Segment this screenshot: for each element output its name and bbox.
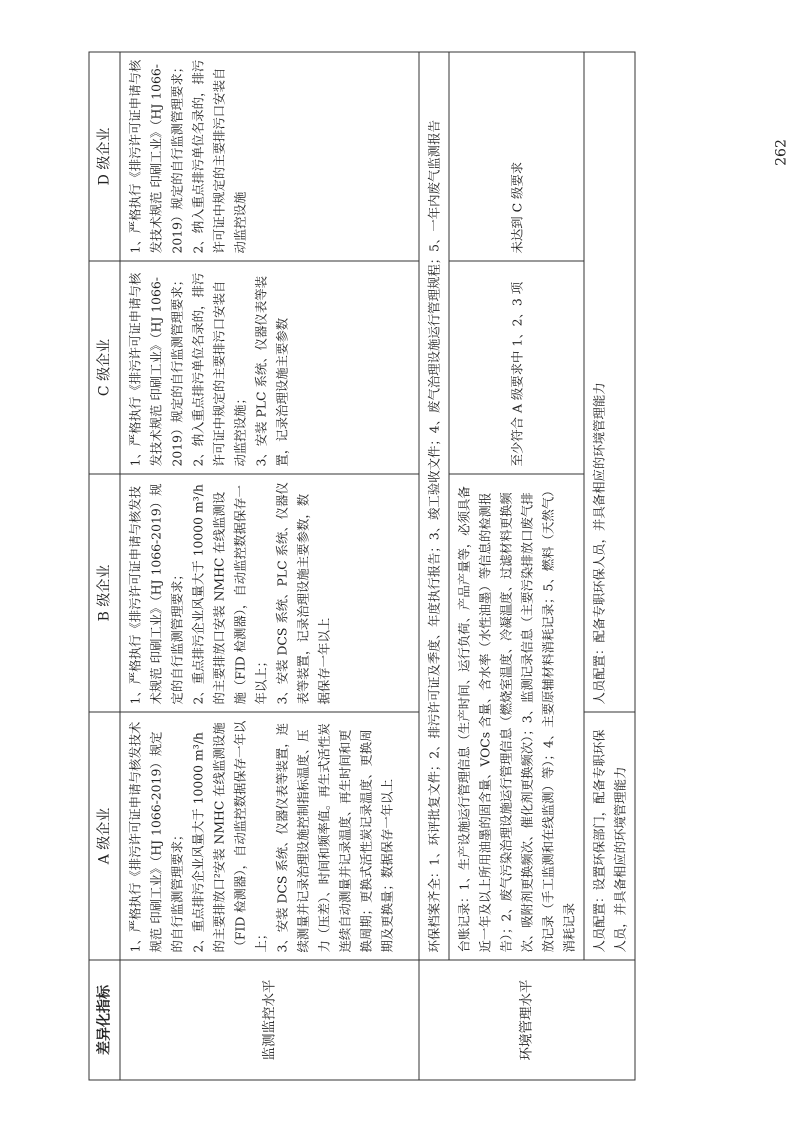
cell-monitoring-c	[120, 261, 419, 474]
monitoring-c-item: 1、严格执行《排污许可证申请与核发技术规范 印刷工业》（HJ 1066-2019）规定的自行监测管理要求；	[127, 272, 184, 466]
header-indicator: 差异化指标	[89, 960, 120, 1080]
monitoring-a-item: 3、安装 DCS 系统、仪器仪表等装置，连续测量并记录治理设施控制指标温度、压力（压差）、时间和频率值。再生式活性炭连续自动测量并记录温度、再生时间和更换周期；更换式活性炭记录温度、更换周期及更换量；数据保存一年以上	[274, 722, 394, 952]
row-label-monitoring: 监测监控水平	[120, 960, 419, 1080]
table-row-staff	[584, 52, 635, 1080]
cell-staff-bcd: 人员配置：配备专职环保人员，并具备相应的环境管理能力	[584, 52, 635, 712]
cell-monitoring-b	[120, 474, 419, 712]
table-row-ledger	[449, 52, 584, 1080]
cell-ledger-d: 未达到 C 级要求	[449, 52, 584, 261]
monitoring-b-item: 3、安装 DCS 系统、PLC 系统、仪器仪表等装置，记录治理设施主要参数，数据保存一年以上	[274, 481, 331, 704]
monitoring-a-item: 2、重点排污企业风量大于 10000 m³/h 的主要排放口²安装 NMHC 在线监测设施（FID 检测器），自动监控数据保存一年以上；	[190, 720, 268, 952]
monitoring-d-item: 1、严格执行《排污许可证申请与核发技术规范 印刷工业》（HJ 1066-2019）规定的自行监测管理要求；	[127, 59, 184, 253]
cell-monitoring-d	[120, 52, 419, 261]
enterprise-grading-table	[88, 51, 635, 1080]
row-label-management: 环境管理水平	[419, 960, 635, 1080]
monitoring-c-item: 3、安装 PLC 系统、仪器仪表等装置，记录治理设施主要参数	[253, 275, 289, 466]
header-grade-d: D 级企业	[89, 52, 120, 261]
cell-ledger-ab: 台账记录：1、生产设施运行管理信息（生产时间、运行负荷、产品产量等，必须具备近一年及以上所用油墨的固含量、VOCs 含量、含水率（水性油墨）等信息的检测报告）；2、废气污染治理设施运行管理信息（燃烧室温度、冷凝温度、过滤材料更换频次、吸附剂更换频次、催化剂更换频次）；3、监测记录信息（主要污染排放口废气排放记录（手工监测和在线监测）等）；4、主要原辅材料消耗记录；5、燃料（天然气）消耗记录	[449, 474, 584, 960]
cell-ledger-c: 至少符合 A 级要求中 1、2、3 项	[449, 261, 584, 474]
table-row-monitoring	[120, 52, 419, 1080]
cell-monitoring-a	[120, 712, 419, 960]
monitoring-b-item: 1、严格执行《排污许可证申请与核发技术规范 印刷工业》（HJ 1066-2019）规定的自行监测管理要求；	[127, 483, 184, 704]
page-number: 262	[773, 138, 789, 166]
monitoring-a-item: 1、严格执行《排污许可证申请与核发技术规范 印刷工业》（HJ 1066-2019）规定的自行监测管理要求；	[127, 721, 184, 952]
table-header-row	[89, 52, 120, 1080]
monitoring-c-item: 2、纳入重点排污单位名录的，排污许可证中规定的主要排污口安装自动监控设施；	[190, 272, 247, 466]
monitoring-b-item: 2、重点排污企业风量大于 10000 m³/h 的主要排放口安装 NMHC 在线监测设施（FID 检测器），自动监控数据保存一年以上；	[190, 483, 268, 704]
monitoring-d-item: 2、纳入重点排污单位名录的，排污许可证中规定的主要排污口安装自动监控设施	[190, 59, 247, 253]
cell-archives: 环保档案齐全：1、环评批复文件；2、排污许可证及季度、年度执行报告；3、竣工验收文件；4、废气治理设施运行管理规程；5、一年内废气监测报告	[419, 52, 449, 960]
header-grade-c: C 级企业	[89, 261, 120, 474]
header-grade-b: B 级企业	[89, 474, 120, 712]
table-row-archives	[419, 52, 449, 1080]
cell-staff-a: 人员配置：设置环保部门，配备专职环保人员，并具备相应的环境管理能力	[584, 712, 635, 960]
header-grade-a: A 级企业	[89, 712, 120, 960]
